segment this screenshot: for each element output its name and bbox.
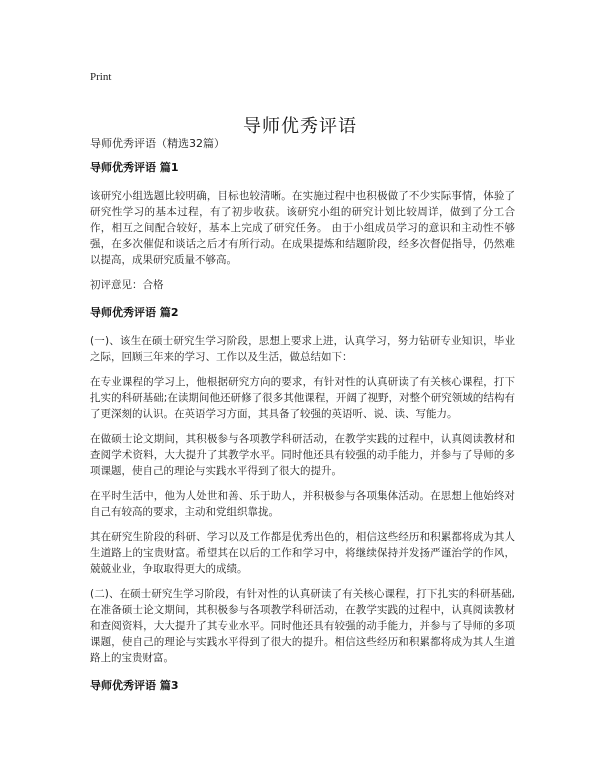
section-heading: 导师优秀评语 篇2 [90, 306, 179, 319]
paragraph: 在做硕士论文期间，其积极参与各项教学科研活动，在教学实践的过程中，认真阅读教材和查阅学术资料，大大提升了其教学水平。同时他还具有较强的动手能力，并参与了导师的多项课题，使自己的理论与实践水平得到了很大的提升。 [90, 433, 515, 477]
page-subtitle: 导师优秀评语（精选32篇） [90, 137, 225, 150]
section-2 [90, 305, 515, 666]
paragraph: 初评意见：合格 [90, 279, 164, 291]
paragraph: (一)、该生在硕士研究生学习阶段，思想上要求上进，认真学习，努力钻研专业知识，毕业之际，回顾三年来的学习、工作以及生活，做总结如下： [90, 335, 515, 363]
section-1 [90, 160, 515, 293]
paragraph: 该研究小组选题比较明确，目标也较清晰。在实施过程中也积极做了不少实际事情，体验了研究性学习的基本过程，有了初步收获。该研究小组的研究计划比较周详，做到了分工合作，相互之间配合较好，基本上完成了研究任务。 由于小组成员学习的意识和主动性不够强，在多次催促和谈话之后才有所行动。在成果提炼和结题阶段，经多次督促指导，仍然难以提高，成果研究质量不够高。 [90, 190, 515, 266]
paragraph: 在平时生活中，他为人处世和善、乐于助人，并积极参与各项集体活动。在思想上他始终对自己有较高的要求，主动和党组织靠拢。 [90, 490, 515, 518]
document-body [90, 160, 515, 706]
section-heading: 导师优秀评语 篇1 [90, 161, 179, 174]
section-heading: 导师优秀评语 篇3 [90, 679, 179, 692]
print-label[interactable]: Print [90, 71, 112, 83]
paragraph: (二)、在硕士研究生学习阶段，有针对性的认真研读了有关核心课程，打下扎实的科研基础,在准备硕士论文期间，其积极参与各项教学科研活动，在教学实践的过程中，认真阅读教材和查阅资料，大大提升了其专业水平。同时他还具有较强的动手能力，并参与了导师的多项课题，使自己的理论与实践水平得到了很大的提升。相信这些经历和积累都将成为其人生道路上的宝贵财富。 [90, 588, 515, 664]
page-title: 导师优秀评语 [243, 116, 357, 138]
section-3 [90, 678, 515, 694]
paragraph: 其在研究生阶段的科研、学习以及工作都是优秀出色的，相信这些经历和积累都将成为其人生道路上的宝贵财富。希望其在以后的工作和学习中，将继续保持并发扬严谨治学的作风，兢兢业业，争取取得更大的成绩。 [90, 531, 515, 575]
paragraph: 在专业课程的学习上，他根据研究方向的要求，有针对性的认真研读了有关核心课程，打下扎实的科研基础;在读期间他还研修了很多其他课程，开阔了视野，对整个研究领域的结构有了更深刻的认识。在英语学习方面，其具备了较强的英语听、说、读、写能力。 [90, 376, 515, 420]
